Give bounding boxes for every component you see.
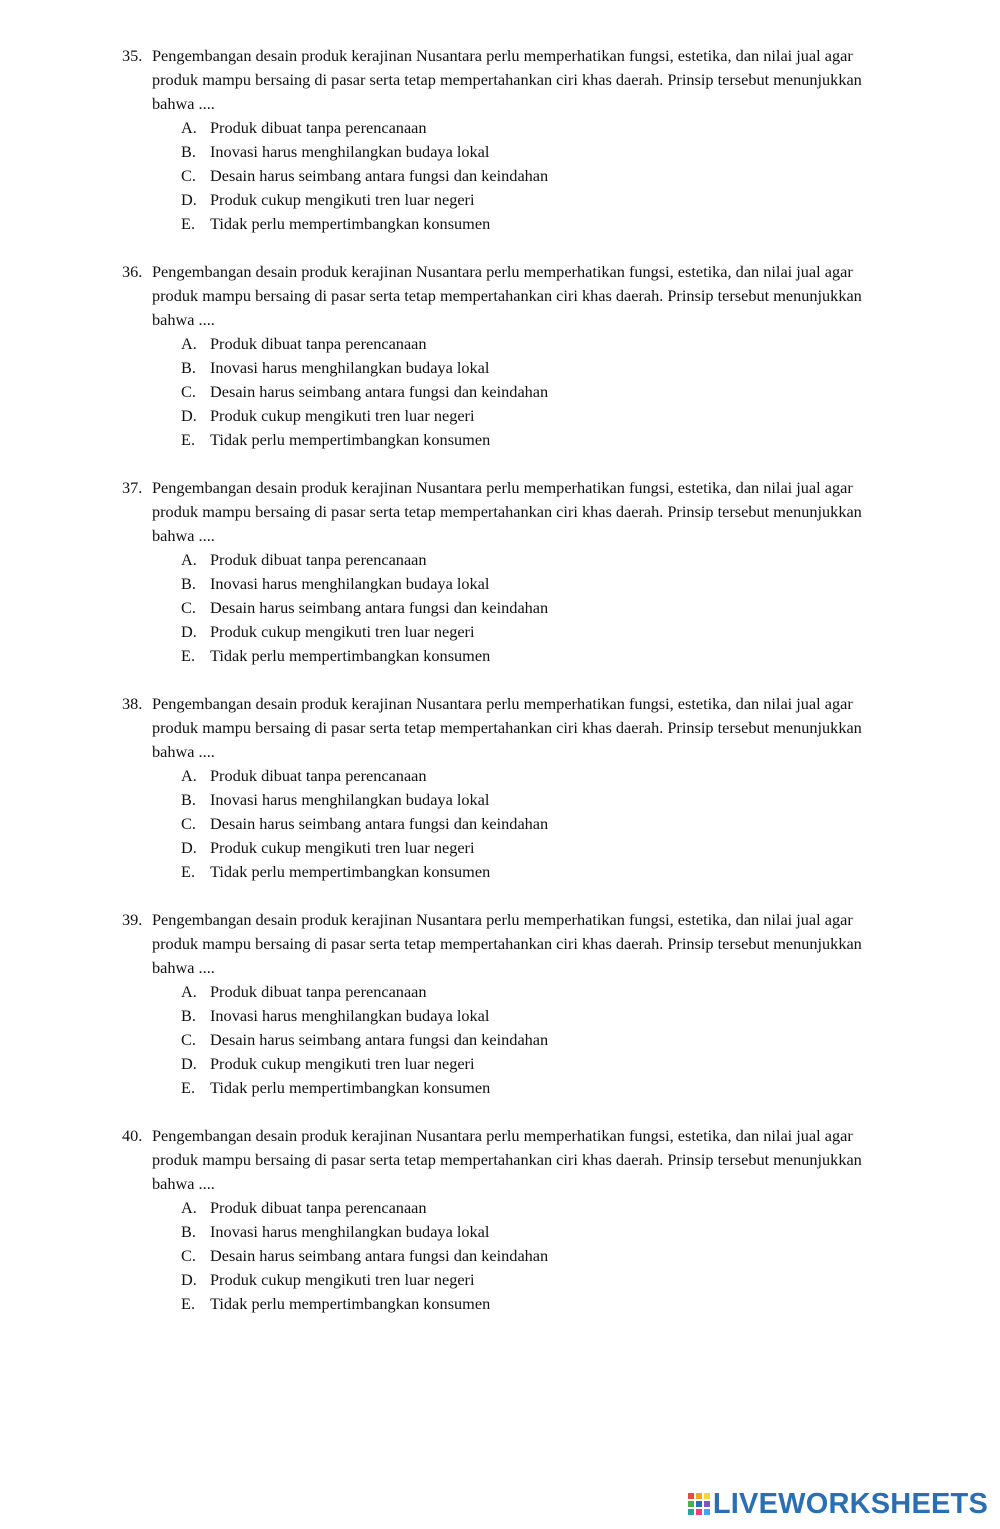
option-c [0, 1244, 1000, 1268]
option-text: Desain harus seimbang antara fungsi dan keindahan [210, 382, 549, 401]
liveworksheets-brand[interactable] [688, 1489, 988, 1519]
option-a [0, 764, 1000, 788]
option-list [0, 764, 1000, 884]
question-39 [0, 908, 1000, 1100]
question-text: Pengembangan desain produk kerajinan Nusantara perlu memperhatikan fungsi, estetika, dan nilai jual agar produk mampu bersaing di pasar serta tetap mempertahankan ciri khas daerah. Prinsip tersebut menunjukkan bahwa .... [152, 694, 862, 761]
option-d [0, 1052, 1000, 1076]
option-letter: D. [181, 1270, 197, 1289]
question-number: 37. [122, 478, 143, 497]
question-text: Pengembangan desain produk kerajinan Nusantara perlu memperhatikan fungsi, estetika, dan nilai jual agar produk mampu bersaing di pasar serta tetap mempertahankan ciri khas daerah. Prinsip tersebut menunjukkan bahwa .... [152, 910, 862, 977]
question-text: Pengembangan desain produk kerajinan Nusantara perlu memperhatikan fungsi, estetika, dan nilai jual agar produk mampu bersaing di pasar serta tetap mempertahankan ciri khas daerah. Prinsip tersebut menunjukkan bahwa .... [152, 478, 862, 545]
option-text: Produk cukup mengikuti tren luar negeri [210, 406, 475, 425]
option-letter: A. [181, 334, 197, 353]
question-35 [0, 44, 1000, 236]
option-e [0, 428, 1000, 452]
option-d [0, 836, 1000, 860]
option-b [0, 1220, 1000, 1244]
option-b [0, 788, 1000, 812]
option-letter: A. [181, 550, 197, 569]
option-b [0, 140, 1000, 164]
option-list [0, 980, 1000, 1100]
option-a [0, 980, 1000, 1004]
option-text: Produk dibuat tanpa perencanaan [210, 1198, 427, 1217]
option-text: Produk cukup mengikuti tren luar negeri [210, 838, 475, 857]
option-text: Produk dibuat tanpa perencanaan [210, 118, 427, 137]
option-d [0, 404, 1000, 428]
option-letter: B. [181, 1222, 196, 1241]
brand-name: LIVEWORKSHEETS [712, 1488, 988, 1520]
option-letter: C. [181, 1030, 196, 1049]
option-letter: D. [181, 190, 197, 209]
option-letter: B. [181, 790, 196, 809]
option-letter: C. [181, 598, 196, 617]
option-text: Inovasi harus menghilangkan budaya lokal [210, 358, 490, 377]
option-d [0, 188, 1000, 212]
option-letter: B. [181, 1006, 196, 1025]
option-text: Produk cukup mengikuti tren luar negeri [210, 1054, 475, 1073]
option-text: Desain harus seimbang antara fungsi dan keindahan [210, 1030, 549, 1049]
option-letter: C. [181, 382, 196, 401]
option-text: Produk cukup mengikuti tren luar negeri [210, 1270, 475, 1289]
question-text: Pengembangan desain produk kerajinan Nusantara perlu memperhatikan fungsi, estetika, dan nilai jual agar produk mampu bersaing di pasar serta tetap mempertahankan ciri khas daerah. Prinsip tersebut menunjukkan bahwa .... [152, 262, 862, 329]
option-text: Tidak perlu mempertimbangkan konsumen [210, 214, 491, 233]
option-letter: E. [181, 430, 196, 449]
option-text: Desain harus seimbang antara fungsi dan keindahan [210, 166, 549, 185]
option-text: Desain harus seimbang antara fungsi dan keindahan [210, 598, 549, 617]
option-text: Inovasi harus menghilangkan budaya lokal [210, 790, 490, 809]
option-b [0, 356, 1000, 380]
worksheet [0, 44, 1000, 1340]
question-number: 38. [122, 694, 143, 713]
option-text: Tidak perlu mempertimbangkan konsumen [210, 430, 491, 449]
option-letter: B. [181, 358, 196, 377]
option-text: Produk cukup mengikuti tren luar negeri [210, 190, 475, 209]
option-text: Tidak perlu mempertimbangkan konsumen [210, 1078, 491, 1097]
option-e [0, 644, 1000, 668]
option-text: Inovasi harus menghilangkan budaya lokal [210, 1006, 490, 1025]
option-text: Tidak perlu mempertimbangkan konsumen [210, 646, 491, 665]
option-letter: B. [181, 574, 196, 593]
option-text: Desain harus seimbang antara fungsi dan keindahan [210, 814, 549, 833]
option-a [0, 1196, 1000, 1220]
option-text: Tidak perlu mempertimbangkan konsumen [210, 862, 491, 881]
option-letter: E. [181, 1294, 196, 1313]
question-38 [0, 692, 1000, 884]
option-a [0, 116, 1000, 140]
option-text: Inovasi harus menghilangkan budaya lokal [210, 574, 490, 593]
option-text: Inovasi harus menghilangkan budaya lokal [210, 1222, 490, 1241]
option-e [0, 1076, 1000, 1100]
option-text: Produk cukup mengikuti tren luar negeri [210, 622, 475, 641]
option-letter: D. [181, 406, 197, 425]
option-text: Produk dibuat tanpa perencanaan [210, 766, 427, 785]
option-c [0, 380, 1000, 404]
option-letter: A. [181, 766, 197, 785]
option-text: Inovasi harus menghilangkan budaya lokal [210, 142, 490, 161]
option-d [0, 1268, 1000, 1292]
option-c [0, 596, 1000, 620]
question-text: Pengembangan desain produk kerajinan Nusantara perlu memperhatikan fungsi, estetika, dan nilai jual agar produk mampu bersaing di pasar serta tetap mempertahankan ciri khas daerah. Prinsip tersebut menunjukkan bahwa .... [152, 1126, 862, 1193]
question-text: Pengembangan desain produk kerajinan Nusantara perlu memperhatikan fungsi, estetika, dan nilai jual agar produk mampu bersaing di pasar serta tetap mempertahankan ciri khas daerah. Prinsip tersebut menunjukkan bahwa .... [152, 46, 862, 113]
option-a [0, 332, 1000, 356]
option-text: Produk dibuat tanpa perencanaan [210, 550, 427, 569]
option-text: Produk dibuat tanpa perencanaan [210, 334, 427, 353]
option-letter: A. [181, 982, 197, 1001]
option-letter: A. [181, 118, 197, 137]
option-b [0, 572, 1000, 596]
question-number: 40. [122, 1126, 143, 1145]
option-letter: C. [181, 166, 196, 185]
option-text: Produk dibuat tanpa perencanaan [210, 982, 427, 1001]
option-c [0, 1028, 1000, 1052]
option-e [0, 212, 1000, 236]
option-c [0, 164, 1000, 188]
question-37 [0, 476, 1000, 668]
option-list [0, 548, 1000, 668]
option-text: Desain harus seimbang antara fungsi dan keindahan [210, 1246, 549, 1265]
option-e [0, 860, 1000, 884]
question-number: 39. [122, 910, 143, 929]
option-letter: A. [181, 1198, 197, 1217]
option-letter: E. [181, 862, 196, 881]
option-letter: B. [181, 142, 196, 161]
option-letter: E. [181, 214, 196, 233]
option-list [0, 116, 1000, 236]
liveworksheets-logo-icon [688, 1493, 710, 1515]
option-letter: D. [181, 622, 197, 641]
option-list [0, 1196, 1000, 1316]
option-letter: D. [181, 838, 197, 857]
question-40 [0, 1124, 1000, 1316]
option-d [0, 620, 1000, 644]
option-b [0, 1004, 1000, 1028]
option-letter: C. [181, 1246, 196, 1265]
option-letter: D. [181, 1054, 197, 1073]
question-number: 35. [122, 46, 143, 65]
option-e [0, 1292, 1000, 1316]
option-list [0, 332, 1000, 452]
option-text: Tidak perlu mempertimbangkan konsumen [210, 1294, 491, 1313]
question-number: 36. [122, 262, 143, 281]
option-letter: C. [181, 814, 196, 833]
option-letter: E. [181, 646, 196, 665]
option-a [0, 548, 1000, 572]
question-36 [0, 260, 1000, 452]
option-c [0, 812, 1000, 836]
option-letter: E. [181, 1078, 196, 1097]
